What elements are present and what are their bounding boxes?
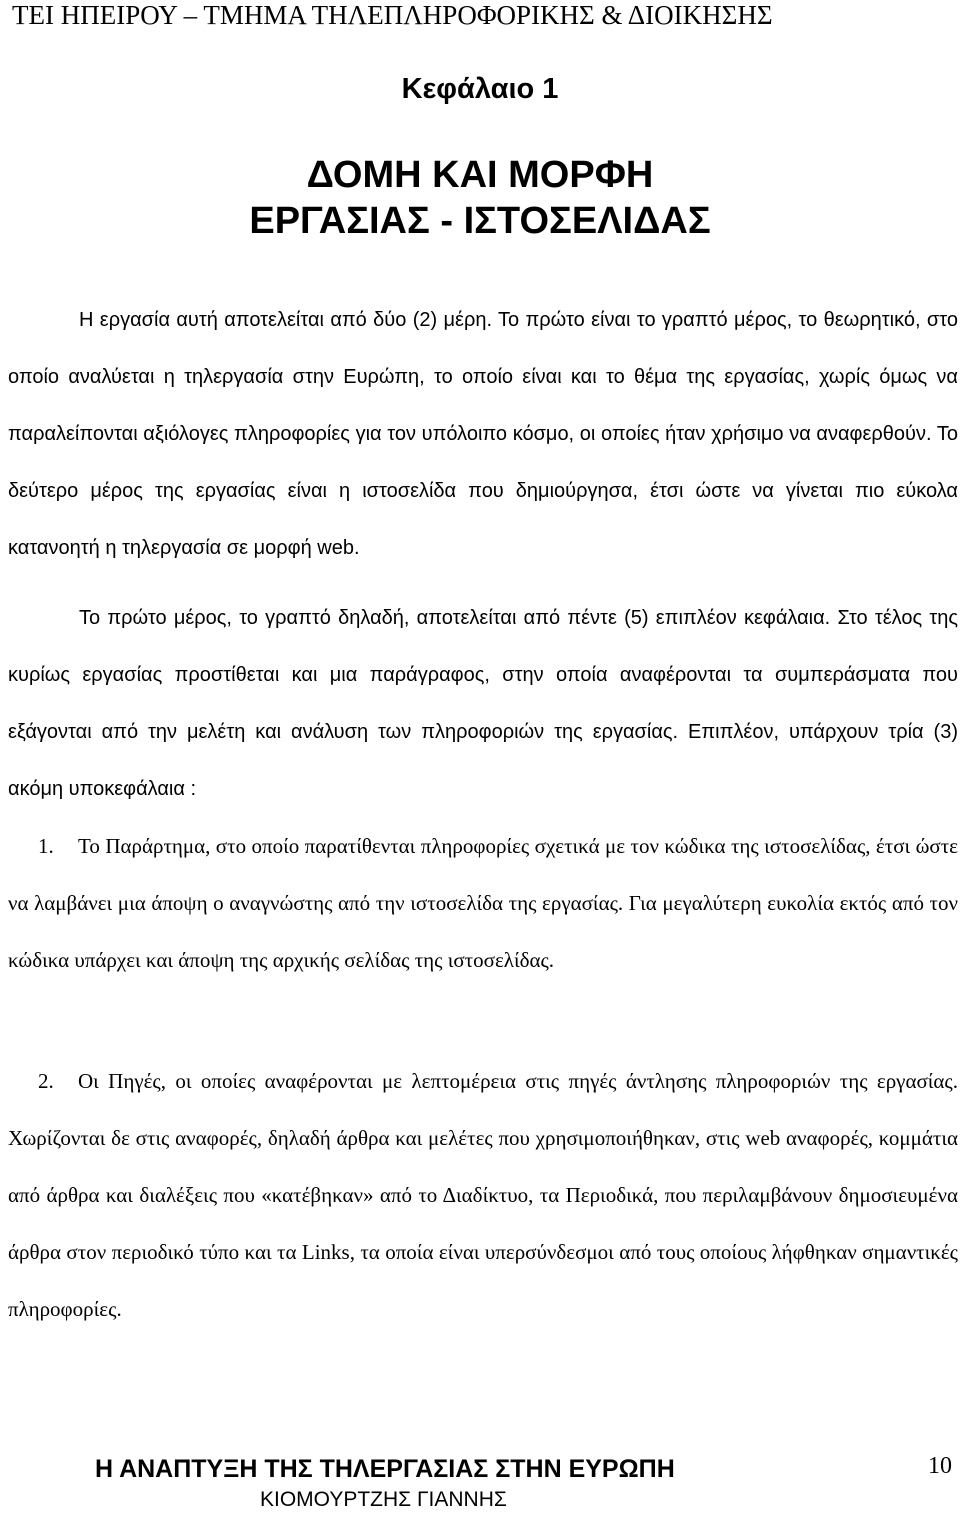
footer-title: Η ΑΝΑΠΤΥΞΗ ΤΗΣ ΤΗΛΕΡΓΑΣΙΑΣ ΣΤΗΝ ΕΥΡΩΠΗ <box>95 1455 675 1483</box>
chapter-title-line-1: ΔΟΜΗ ΚΑΙ ΜΟΡΦΗ <box>306 154 654 196</box>
chapter-title <box>0 152 960 244</box>
list-item-sources <box>8 1053 958 1338</box>
list-item-number: 1. <box>38 834 54 858</box>
paragraph-structure: Το πρώτο μέρος, το γραπτό δηλαδή, αποτελείται από πέντε (5) επιπλέον κεφάλαια. Στο τέλος της κυρίως εργασίας προστίθεται και μια παράγραφος, στην οποία αναφέρονται τα συμπεράσματα που εξάγονται από την μελέτη και ανάλυση των πληροφοριών της εργασίας. Επιπλέον, υπάρχουν τρία (3) ακόμη υποκεφάλαια : <box>8 607 958 800</box>
list-item-text: Το Παράρτημα, στο οποίο παρατίθενται πληροφορίες σχετικά με τον κώδικα της ιστοσελίδας, έτσι ώστε να λαμβάνει μια άποψη ο αναγνώστης από την ιστοσελίδα της εργασίας. Για μεγαλύτερη ευκολία εκτός από τον κώδικα υπάρχει και άποψη της αρχικής σελίδας της ιστοσελίδας. <box>8 834 958 972</box>
chapter-title-line-2: ΕΡΓΑΣΙΑΣ - ΙΣΤΟΣΕΛΙΔΑΣ <box>249 200 711 242</box>
running-header: ΤΕΙ ΗΠΕΙΡΟΥ – ΤΜΗΜΑ ΤΗΛΕΠΛΗΡΟΦΟΡΙΚΗΣ & ΔΙΟΙΚΗΣΗΣ <box>12 0 773 30</box>
list-item-text: Οι Πηγές, οι οποίες αναφέρονται με λεπτομέρεια στις πηγές άντλησης πληροφοριών της εργασίας. Χωρίζονται δε στις αναφορές, δηλαδή άρθρα και μελέτες που χρησιμοποιήθηκαν, στις web αναφορές, κομμάτια από άρθρα και διαλέξεις που «κατέβηκαν» από το Διαδίκτυο, τα Περιοδικά, που περιλαμβάνουν δημοσιευμένα άρθρα στον περιοδικό τύπο και τα Links, τα οποία είναι υπερσύνδεσμοι από τους οποίους λήφθηκαν σημαντικές πληροφορίες. <box>8 1069 958 1321</box>
footer-author: ΚΙΟΜΟΥΡΤΖΗΣ ΓΙΑΝΝΗΣ <box>260 1488 507 1511</box>
paragraph-intro: Η εργασία αυτή αποτελείται από δύο (2) μέρη. Το πρώτο είναι το γραπτό μέρος, το θεωρητικό, στο οποίο αναλύεται η τηλεργασία στην Ευρώπη, το οποίο είναι και το θέμα της εργασίας, χωρίς όμως να παραλείπονται αξιόλογες πληροφορίες για τον υπόλοιπο κόσμο, οι οποίες ήταν χρήσιμο να αναφερθούν. Το δεύτερο μέρος της εργασίας είναι η ιστοσελίδα που δημιούργησα, έτσι ώστε να γίνεται πιο εύκολα κατανοητή η τηλεργασία σε μορφή web. <box>8 309 958 559</box>
chapter-label: Κεφάλαιο 1 <box>401 73 559 105</box>
page-number: 10 <box>928 1453 952 1479</box>
list-item-appendix <box>8 818 958 989</box>
list-item-number: 2. <box>38 1069 54 1093</box>
